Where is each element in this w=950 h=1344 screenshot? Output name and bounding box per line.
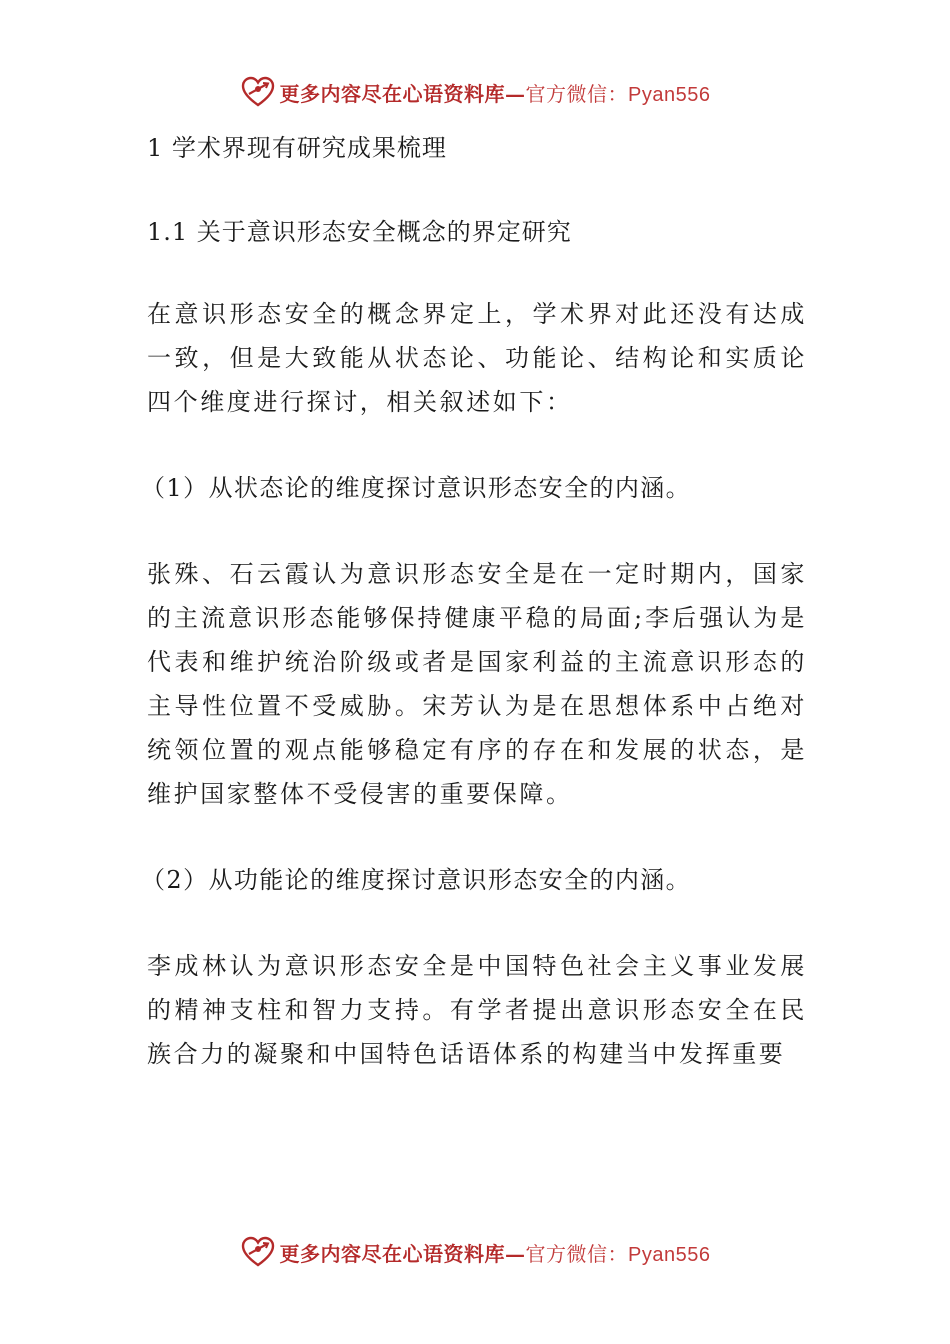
- watermark-brand: 更多内容尽在心语资料库: [279, 1241, 506, 1266]
- footer-watermark: [0, 1230, 950, 1274]
- watermark-wechat-label: 官方微信：: [525, 1241, 629, 1266]
- watermark-text: [280, 1238, 711, 1267]
- item-2-paragraph: 李成林认为意识形态安全是中国特色社会主义事业发展的精神支柱和智力支持。有学者提出意识形态安全在民族合力的凝聚和中国特色话语体系的构建当中发挥重要: [147, 952, 807, 1068]
- item-1-title: （1）从状态论的维度探讨意识形态安全的内涵。: [141, 474, 692, 502]
- heart-logo-icon: [240, 1234, 276, 1270]
- intro-paragraph: 在意识形态安全的概念界定上，学术界对此还没有达成一致，但是大致能从状态论、功能论、结构论和实质论四个维度进行探讨，相关叙述如下：: [147, 300, 807, 416]
- watermark-wechat-label: 官方微信：: [525, 81, 629, 106]
- watermark-dash: —: [505, 1241, 526, 1266]
- heart-logo-icon: [240, 74, 276, 110]
- watermark-wechat-id: Pyan556: [628, 1243, 711, 1266]
- watermark-brand: 更多内容尽在心语资料库: [279, 81, 506, 106]
- watermark-dash: —: [505, 81, 526, 106]
- watermark-wechat-id: Pyan556: [628, 83, 711, 106]
- watermark-text: [280, 78, 711, 107]
- item-2-title: （2）从功能论的维度探讨意识形态安全的内涵。: [141, 866, 692, 894]
- subsection-title: 1.1 关于意识形态安全概念的界定研究: [147, 218, 572, 246]
- document-body: [141, 126, 807, 1118]
- header-watermark: [0, 70, 950, 114]
- section-title: 1 学术界现有研究成果梳理: [147, 134, 447, 162]
- item-1-paragraph: 张殊、石云霞认为意识形态安全是在一定时期内，国家的主流意识形态能够保持健康平稳的局面;李后强认为是代表和维护统治阶级或者是国家利益的主流意识形态的主导性位置不受威胁。宋芳认为是在思想体系中占绝对统领位置的观点能够稳定有序的存在和发展的状态，是维护国家整体不受侵害的重要保障。: [147, 560, 807, 808]
